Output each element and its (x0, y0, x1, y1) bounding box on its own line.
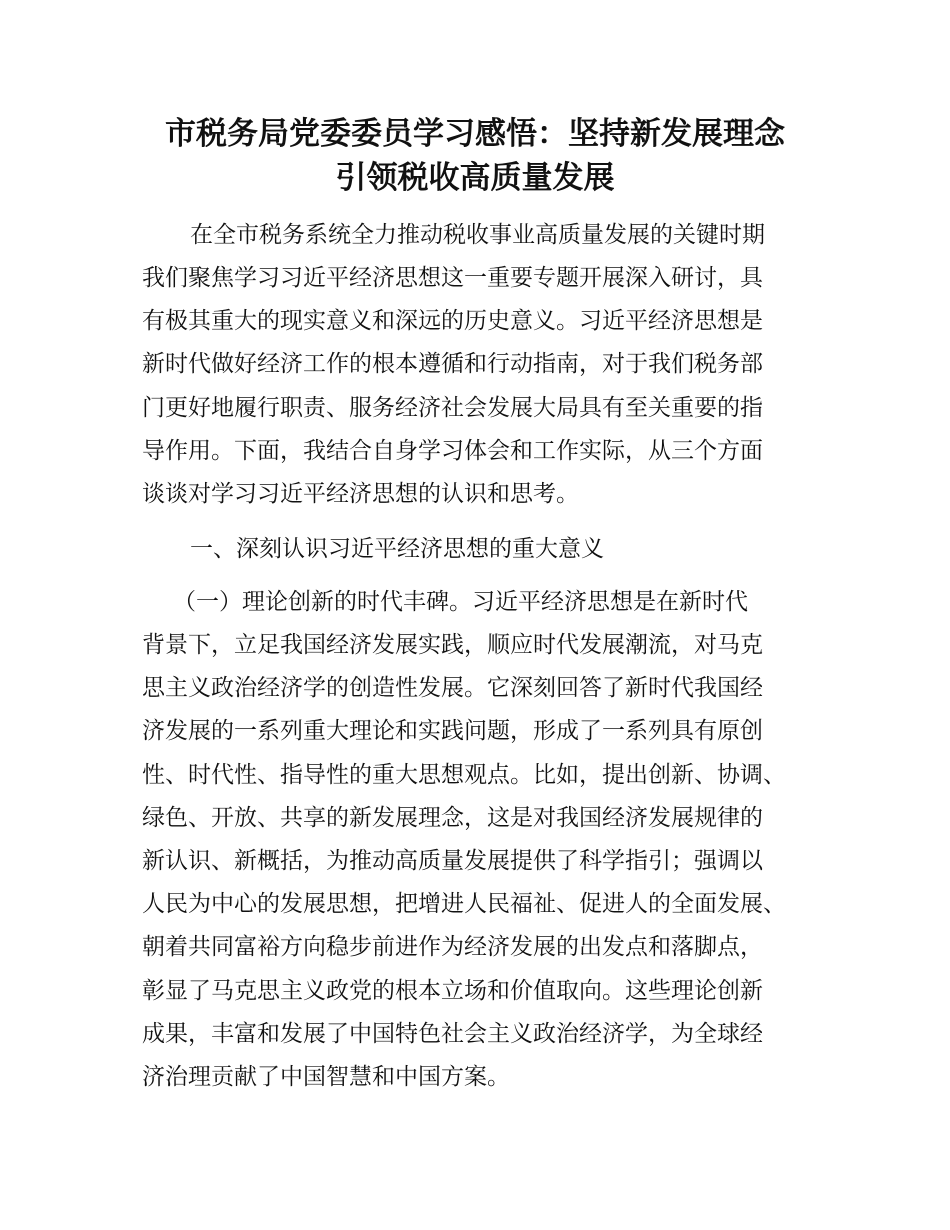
paragraph-2-line-2: 背景下，立足我国经济发展实践，顺应时代发展潮流，对马克 (142, 632, 763, 658)
paragraph-2-line-8: 人民为中心的发展思想，把增进人民福祉、促进人的全面发展、 (142, 891, 786, 917)
section-heading-1: 一、深刻认识习近平经济思想的重大意义 (190, 536, 604, 562)
paragraph-1-line-7: 谈谈对学习习近平经济思想的认识和思考。 (142, 481, 579, 507)
document-title-line-2: 引领税收高质量发展 (335, 160, 615, 196)
paragraph-1-line-5: 门更好地履行职责、服务经济社会发展大局具有至关重要的指 (142, 395, 763, 421)
paragraph-1-line-3: 有极其重大的现实意义和深远的历史意义。习近平经济思想是 (142, 308, 763, 334)
paragraph-1-line-6: 导作用。下面，我结合自身学习体会和工作实际，从三个方面 (142, 438, 763, 464)
paragraph-2-line-1: （一）理论创新的时代丰碑。习近平经济思想是在新时代 (173, 589, 748, 615)
paragraph-2-line-6: 绿色、开放、共享的新发展理念，这是对我国经济发展规律的 (142, 805, 763, 831)
paragraph-2-line-7: 新认识、新概括，为推动高质量发展提供了科学指引；强调以 (142, 848, 763, 874)
paragraph-2-line-12: 济治理贡献了中国智慧和中国方案。 (142, 1064, 510, 1090)
paragraph-1-line-1: 在全市税务系统全力推动税收事业高质量发展的关键时期 (190, 222, 765, 248)
document-title-line-1: 市税务局党委委员学习感悟：坚持新发展理念 (165, 116, 785, 152)
paragraph-2-line-4: 济发展的一系列重大理论和实践问题，形成了一系列具有原创 (142, 718, 763, 744)
paragraph-2-line-9: 朝着共同富裕方向稳步前进作为经济发展的出发点和落脚点， (142, 934, 763, 960)
paragraph-2-line-3: 思主义政治经济学的创造性发展。它深刻回答了新时代我国经 (142, 675, 763, 701)
paragraph-1-line-2: 我们聚焦学习习近平经济思想这一重要专题开展深入研讨，具 (142, 265, 763, 291)
paragraph-1-line-4: 新时代做好经济工作的根本遵循和行动指南，对于我们税务部 (142, 351, 763, 377)
paragraph-2-line-10: 彰显了马克思主义政党的根本立场和价值取向。这些理论创新 (142, 978, 763, 1004)
paragraph-2-line-5: 性、时代性、指导性的重大思想观点。比如，提出创新、协调、 (142, 762, 786, 788)
paragraph-2-line-11: 成果，丰富和发展了中国特色社会主义政治经济学，为全球经 (142, 1021, 763, 1047)
